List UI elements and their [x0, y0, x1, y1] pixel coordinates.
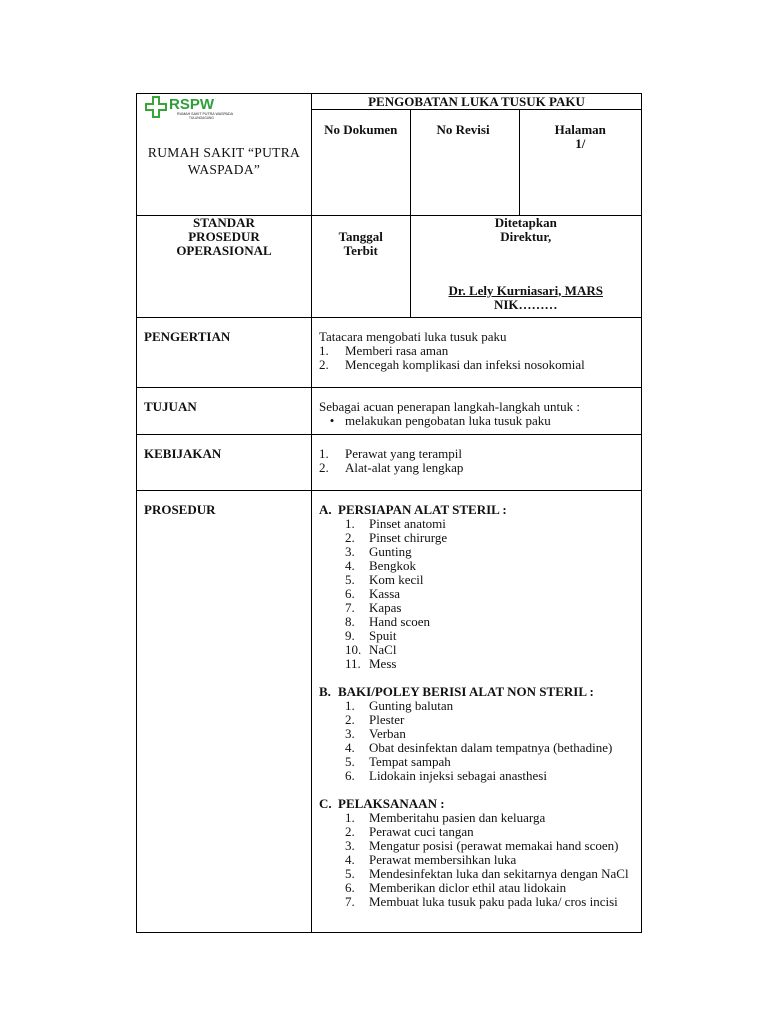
pengertian-label: PENGERTIAN	[137, 317, 312, 387]
list-item: 11. Mess	[345, 655, 397, 671]
section-a-list	[345, 517, 634, 671]
list-item: 5. Kom kecil	[345, 571, 424, 587]
ditetapkan-cell	[410, 216, 641, 317]
spo-line2: PROSEDUR	[188, 228, 260, 244]
list-item: 1. Perawat yang terampil	[319, 445, 462, 461]
section-b-list	[345, 699, 634, 783]
kebijakan-list	[319, 447, 634, 475]
no-dokumen-label: No Dokumen	[312, 110, 410, 215]
terbit-label: Terbit	[343, 242, 378, 258]
list-item: 10. NaCl	[345, 641, 397, 657]
tujuan-list	[319, 414, 634, 428]
list-item: 3. Gunting	[345, 543, 412, 559]
hospital-cell	[137, 94, 312, 216]
list-item: 5. Mendesinfektan luka dan sekitarnya dengan NaCl	[345, 865, 629, 881]
doc-title: PENGOBATAN LUKA TUSUK PAKU	[312, 94, 641, 110]
tanggal-label: Tanggal	[338, 228, 383, 244]
prosedur-content	[312, 490, 642, 932]
hospital-name	[137, 144, 311, 178]
list-item: 6. Kassa	[345, 585, 401, 601]
spo-cell	[137, 215, 312, 317]
rspw-logo	[143, 94, 253, 122]
list-item: 9. Spuit	[345, 627, 397, 643]
list-item: 4. Obat desinfektan dalam tempatnya (bethadine)	[345, 739, 613, 755]
list-item: • melakukan pengobatan luka tusuk paku	[319, 414, 634, 428]
list-item: 1. Memberitahu pasien dan keluarga	[345, 809, 546, 825]
ditetapkan-line2: Direktur,	[500, 228, 552, 244]
list-item: 2. Plester	[345, 711, 405, 727]
halaman-label: Halaman	[554, 122, 606, 137]
list-item: 2. Mencegah komplikasi dan infeksi nosokomial	[319, 356, 585, 372]
spo-line3: OPERASIONAL	[176, 242, 272, 258]
kebijakan-content	[312, 434, 642, 490]
director-name: Dr. Lely Kurniasari, MARS	[448, 282, 603, 298]
list-item: 1. Memberi rasa aman	[319, 342, 449, 358]
list-item: 1. Pinset anatomi	[345, 515, 446, 531]
list-item: 4. Perawat membersihkan luka	[345, 851, 517, 867]
section-b-title: B. BAKI/POLEY BERISI ALAT NON STERIL :	[319, 683, 594, 699]
list-item: 2. Perawat cuci tangan	[345, 823, 474, 839]
halaman-cell	[519, 110, 641, 215]
list-item: 6. Lidokain injeksi sebagai anasthesi	[345, 767, 547, 783]
section-c-title: C. PELAKSANAAN :	[319, 795, 445, 811]
bullet-icon: •	[329, 412, 335, 428]
section-a-title: A. PERSIAPAN ALAT STERIL :	[319, 501, 507, 517]
prosedur-label: PROSEDUR	[137, 490, 312, 932]
director-nik: NIK………	[493, 296, 558, 312]
logo-subtitle-1: RUMAH SAKIT PUTRA WASPADA	[177, 112, 234, 116]
tujuan-content	[312, 387, 642, 434]
hospital-name-line2: WASPADA”	[187, 162, 261, 177]
logo-subtitle-2: TULUNGAGUNG	[189, 116, 214, 120]
list-item: 4. Bengkok	[345, 557, 416, 573]
list-item: 2. Alat-alat yang lengkap	[319, 459, 464, 475]
ditetapkan-line1: Ditetapkan	[494, 214, 557, 230]
list-item: 6. Memberikan diclor ethil atau lidokain	[345, 879, 567, 895]
tanggal-ditetapkan	[312, 216, 641, 317]
halaman-value: 1/	[575, 136, 586, 151]
hospital-name-line1: RUMAH SAKIT “PUTRA	[147, 145, 301, 160]
tujuan-label: TUJUAN	[137, 387, 312, 434]
logo-brand: RSPW	[169, 96, 214, 113]
list-item: 1. Gunting balutan	[345, 697, 454, 713]
section-c-list	[345, 811, 634, 909]
no-revisi-label: No Revisi	[410, 110, 519, 215]
list-item: 3. Verban	[345, 725, 406, 741]
sop-document	[136, 93, 641, 933]
list-item: 3. Mengatur posisi (perawat memakai hand scoen)	[345, 837, 619, 853]
list-item: 7. Kapas	[345, 599, 402, 615]
list-item: 5. Tempat sampah	[345, 753, 451, 769]
list-item: 8. Hand scoen	[345, 613, 431, 629]
spo-line1: STANDAR	[193, 214, 255, 230]
plus-cross-icon	[145, 96, 167, 118]
list-item: 7. Membuat luka tusuk paku pada luka/ cros incisi	[345, 893, 618, 909]
pengertian-list	[319, 344, 634, 372]
pengertian-intro: Tatacara mengobati luka tusuk paku	[319, 328, 507, 344]
kebijakan-label: KEBIJAKAN	[137, 434, 312, 490]
list-item: 2. Pinset chirurge	[345, 529, 448, 545]
tanggal-terbit-cell	[312, 216, 410, 317]
pengertian-content	[312, 317, 642, 387]
tujuan-intro: Sebagai acuan penerapan langkah-langkah untuk :	[319, 398, 580, 414]
header-right	[312, 94, 641, 215]
sop-table	[136, 93, 642, 933]
